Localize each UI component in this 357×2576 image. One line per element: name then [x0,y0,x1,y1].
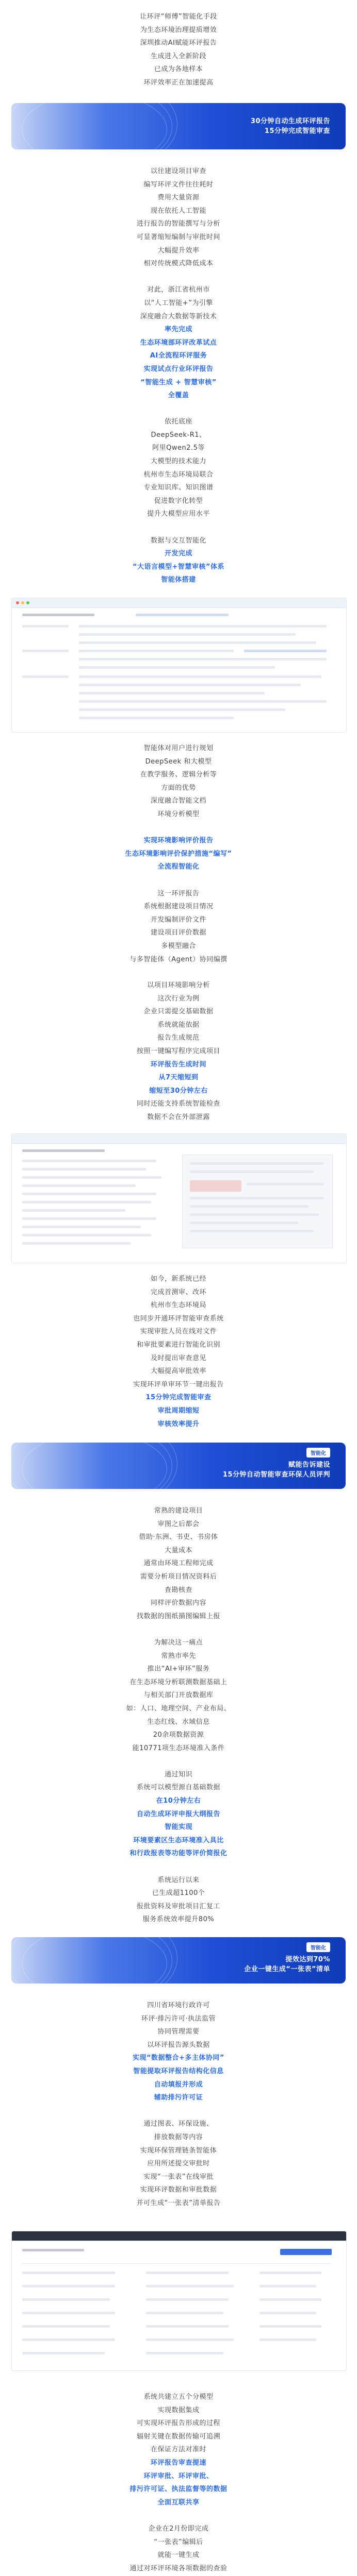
banner-1-line2: 15分钟完成智能审查 [264,127,330,135]
paragraph-line [0,1860,357,1874]
section-6-text [0,1504,357,1926]
intro-text [0,10,357,90]
banner-1 [11,103,346,149]
paragraph-line: 并可生成“一张表”清单报告 [136,2199,221,2207]
paragraph-line: 以环评报告源头数据 [147,2041,210,2049]
paragraph-line: 可显著缩短编制与审批时间 [136,233,220,241]
paragraph-line: 推出“AI+审环”服务 [147,1665,210,1673]
paragraph-line: 系统共建立五个分模型 [143,2393,214,2401]
paragraph-line: 这一环评报告 [157,889,200,897]
section-5-text [0,1273,357,1431]
paragraph-line: 费用大量资源 [157,194,200,202]
paragraph-line: 完成首测审、改环 [150,1288,206,1296]
paragraph-line: 按照一键编写程序完成项目 [136,1047,220,1055]
paragraph-line: 为解决这一痛点 [154,1638,203,1647]
paragraph-line: 四川省环境行政许可 [147,2002,210,2009]
paragraph-line: 通过图表、环保设施、 [143,2120,214,2128]
paragraph-line: 通常由环境工程师完成 [143,1560,214,1568]
paragraph-line: 提升大模型应用水平 [147,510,210,518]
paragraph-line: 智能提取环评报告结构化信息 [133,2067,224,2075]
paragraph-line: 相对传统模式降低成本 [143,260,214,268]
paragraph-line: “一张表”编辑后 [154,2538,203,2546]
paragraph-line: 可实现环评报告形成的过程 [136,2419,220,2428]
paragraph-line: 环境分析模型 [157,810,200,818]
paragraph-line: 排污许可证、执法监督等的数据 [129,2485,228,2494]
paragraph-line: 全流程智能化 [157,863,200,871]
paragraph-line: DeepSeek-R1、 [151,431,206,439]
paragraph-line: 深圳推动AI赋能环评报告 [140,39,217,47]
paragraph-line: 协同管理需要 [157,2028,200,2036]
paragraph-line: 15分钟完成智能审查 [145,1394,212,1402]
paragraph-line: 全面互联共享 [157,2498,200,2506]
paragraph-line: 环评效率正在加速提高 [143,78,214,87]
banner-3-line2: 企业一键生成“一张表”清单 [244,1965,330,1973]
paragraph-line: 审批周期缩短 [157,1406,200,1415]
paragraph-line: 在10分钟左右 [156,1797,201,1805]
paragraph-line: 借助·东洲、书吏、书房体 [139,1533,218,1541]
paragraph-line: 系统运行以来 [157,1876,200,1884]
paragraph-line: 从7天缩短到 [158,1074,199,1082]
paragraph-line: 环评审批、环评审批、 [143,2472,214,2480]
paragraph-line: 智能实现 [164,1823,192,1832]
paragraph-line: 环评报告审查提速 [150,2459,206,2467]
paragraph-line: 为生态环境治理提质增效 [140,26,217,34]
paragraph-line: 大幅提升效率 [157,246,200,255]
paragraph-line: 如：人口、地理空间、产业布局、 [126,1704,231,1713]
paragraph-line: 服务系统效率提升80% [142,1916,215,1924]
paragraph-line: 大模型的技术能力 [150,457,206,466]
paragraph-line: 排放数据等内容 [154,2133,203,2141]
paragraph-line: 应用所述提交审批时 [147,2160,210,2168]
paragraph-line: 多模型融合 [161,942,196,950]
paragraph-line: 在保证方法对准时 [150,2446,206,2454]
banner-2 [11,1443,346,1489]
paragraph-line: 实现“数据整合+多主体协同” [133,2054,224,2062]
paragraph-line: 数据不会在外部泄露 [147,1113,210,1121]
paragraph-line [0,1623,357,1636]
paragraph-line: 实现环评数据和审批数据 [140,2186,217,2194]
paragraph-line: 已生成超1100个 [152,1889,205,1897]
paragraph-line: 数据与交互智能化 [150,536,206,545]
section-8-text [0,2391,357,2576]
paragraph-line: 需要分析项目情况资料后 [140,1572,217,1581]
paragraph-line: 找数据的图纸描图编辑上报 [136,1612,220,1620]
paragraph-line: 生态环境部环评改革试点 [140,338,217,347]
paragraph-line: 报批资料及审批项目汇复工 [136,1902,220,1910]
banner-2-line1: 赋能告诉建设 [288,1461,330,1469]
paragraph-line: 环境要素区生态环境准入具比 [133,1836,224,1844]
paragraph-line: 阿里Qwen2.5等 [152,444,205,452]
paragraph-line: 自动生成环评申报大纲报告 [136,1810,220,1818]
paragraph-line: 就能一键生成 [157,2551,200,2560]
paragraph-line: 环评报告生成时间 [150,1060,206,1069]
paragraph-line: 这次行业为例 [157,994,200,1003]
paragraph-line: 开发完成 [164,550,192,558]
paragraph-line: 辅助排污许可证 [154,2094,203,2102]
paragraph-line: 以“人工智能+”为引擎 [144,299,213,307]
paragraph-line: “大语言模型+智慧审核”体系 [133,563,224,571]
paragraph-line: 环评·排污许可·执法监管 [141,2014,216,2023]
banner-3-badge: 智能化 [306,1942,330,1952]
screenshot-1 [11,598,347,733]
paragraph-line: 依托底座 [164,418,192,426]
paragraph-line [0,1755,357,1768]
paragraph-line: 系统根据建设项目情况 [143,903,214,911]
paragraph-line: 查勘核查 [164,1586,192,1594]
section-3-text [0,742,357,966]
paragraph-line: 企业在2月份即完成 [148,2524,209,2533]
banner-3-line1: 提效达到70% [285,1956,330,1963]
paragraph-line: “智能生成 + 智慧审核” [140,378,217,386]
banner-2-badge: 智能化 [306,1448,330,1458]
paragraph-line: 编写环评文件往往耗时 [143,180,214,189]
paragraph-line: 生态环境影响评价保护措施“编写” [125,850,232,858]
paragraph-line: 常熟市率先 [161,1652,196,1660]
paragraph-line: 审核效率提升 [157,1420,200,1428]
paragraph-line: 开发编制评价文件 [150,916,206,924]
paragraph-line: 实现环境影响评价报告 [143,837,214,845]
paragraph-line: 以往建设项目审查 [150,167,206,175]
paragraph-line: 方面的优势 [161,784,196,792]
paragraph-line: 实现审批人员在线对文件 [140,1328,217,1336]
paragraph-line: AI全流程环评服务 [150,352,207,360]
paragraph-line: 对此，浙江省杭州市 [147,286,210,294]
screenshot-2 [11,1133,347,1263]
paragraph-line: 及时提出审查意见 [150,1354,206,1362]
paragraph-line: 也同步开通环评智能审查系统 [133,1314,224,1323]
paragraph-line: 实现数据集成 [157,2406,200,2414]
paragraph-line [0,2509,357,2522]
paragraph-line: 20余项数据资源 [153,1731,204,1739]
paragraph-line: 报告生成规范 [157,1034,200,1042]
paragraph-line: 生成进入全新阶段 [150,52,206,60]
section-7-text [0,1999,357,2210]
paragraph-line: 杭州市生态环境局 [150,1301,206,1310]
paragraph-line: 进行报告的智能撰写与分析 [136,220,220,228]
paragraph-line [0,402,357,416]
paragraph-line: 通过知识 [164,1770,192,1778]
paragraph-line: 杭州市生态环境局联合 [143,470,214,479]
paragraph-line: 系统就能依据 [157,1021,200,1029]
paragraph-line: 与相关部门开放数据库 [143,1691,214,1700]
banner-3 [11,1937,346,1984]
paragraph-line [0,821,357,835]
paragraph-line: 在教学服务、逻辑分析等 [140,771,217,779]
paragraph-line: 自动填报并形成 [154,2080,203,2089]
paragraph-line: 让环评“师傅”智能化手段 [140,13,217,21]
paragraph-line: 通过对环评环境各项数据的查验 [129,2564,228,2572]
paragraph-line: 辐射关键在数据传输可追溯 [136,2432,220,2441]
paragraph-line: 深度融合智能文档 [150,797,206,805]
section-4-text [0,979,357,1124]
paragraph-line: 企业只需提交基础数据 [143,1008,214,1016]
paragraph-line: 和审批要素进行智能化识别 [136,1341,220,1349]
paragraph-line: 实现环评单审环节一键出报告 [133,1380,224,1388]
paragraph-line: 审图之后都会 [157,1520,200,1528]
paragraph-line: 全覆盖 [168,392,189,400]
paragraph-line [0,521,357,534]
paragraph-line: DeepSeek 和大模型 [145,757,212,766]
paragraph-line: 已成为各地样本 [154,65,203,74]
paragraph-line: 常熟的建设项目 [154,1507,203,1515]
paragraph-line: 生态红线、水域信息 [147,1718,210,1726]
paragraph-line [0,2105,357,2118]
paragraph-line: 大幅提高审批效率 [150,1367,206,1376]
paragraph-line: 与多智能体（Agent）协同编撰 [129,955,228,963]
paragraph-line: 深度融合大数据等新技术 [140,312,217,320]
banner-2-line2: 15分钟自动智能审查环保人员评判 [222,1471,330,1479]
paragraph-line: 建设项目评价数据 [150,929,206,937]
paragraph-line [0,874,357,887]
paragraph-line: 实现“一张表”在线审批 [143,2173,214,2181]
paragraph-line: 大量成本 [164,1546,192,1554]
paragraph-line: 率先完成 [164,326,192,334]
paragraph-line: 同时还能支持系统智能检查 [136,1100,220,1108]
paragraph-line: 实现环保管理链条智能体 [140,2146,217,2155]
paragraph-line: 实现试点行业环评报告 [143,365,214,373]
paragraph-line: 缩短至30分钟左右 [149,1087,208,1095]
banner-1-line1: 30分钟自动生成环评报告 [250,117,330,125]
paragraph-line: 能10771项生态环境准入条件 [132,1744,225,1752]
paragraph-line: 现在依托人工智能 [150,207,206,215]
paragraph-line: 促进数字化转型 [154,497,203,505]
paragraph-line: 和行政报表等功能等评价简报化 [129,1850,228,1858]
paragraph-line: 专业知识库、知识图谱 [143,484,214,492]
paragraph-line: 智能体对用户进行规划 [143,744,214,752]
paragraph-line: 系统可以模型源自基础数据 [136,1784,220,1792]
paragraph-line: 以项目环境影响分析 [147,981,210,989]
paragraph-line: 如今，新系统已经 [150,1275,206,1283]
paragraph-line: 在生态环境分析联测数据基础上 [129,1678,228,1686]
paragraph-line: 同样评价数据内容 [150,1599,206,1607]
paragraph-line: 智能体搭建 [161,576,196,584]
screenshot-3 [11,2231,347,2371]
section-2-text [0,165,357,587]
paragraph-line [0,270,357,284]
